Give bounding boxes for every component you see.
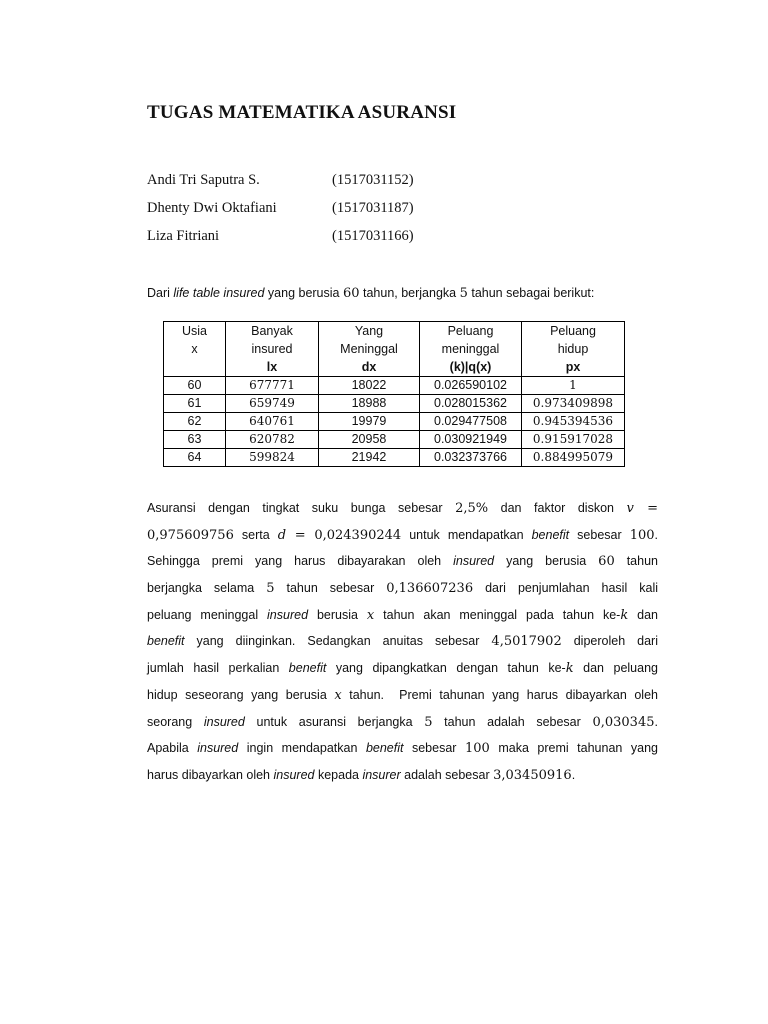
table-row	[164, 395, 625, 413]
author-id: (1517031152)	[332, 172, 414, 188]
table-header-row	[164, 322, 625, 377]
table-row	[164, 413, 625, 431]
cell-lx: 640761	[226, 413, 319, 431]
cell-lx: 620782	[226, 431, 319, 449]
cell-lx: 677771	[226, 377, 319, 395]
header-usia: Usia x	[164, 322, 226, 377]
intro-italic: life table insured	[173, 286, 265, 300]
discount-factor: 0,975609756	[147, 527, 234, 543]
cell-usia: 61	[164, 395, 226, 413]
cell-qx: 0.028015362	[420, 395, 522, 413]
table-row	[164, 377, 625, 395]
interest-rate: 2,5%	[455, 501, 489, 516]
cell-qx: 0.030921949	[420, 431, 522, 449]
table-row	[164, 431, 625, 449]
intro-text: yang berusia	[264, 286, 343, 300]
cell-px: 0.915917028	[522, 431, 625, 449]
table-row	[164, 449, 625, 467]
paragraph-line: berjangka selama 5 tahun sebesar 0,136607236 dari penjumlahan hasil kali	[147, 581, 658, 597]
paragraph-line: hidup seseorang yang berusia x tahun. Premi tahunan yang harus dibayarkan oleh	[147, 687, 658, 703]
paragraph-line: harus dibayarkan oleh insured kepada insurer adalah sebesar 3,03450916.	[147, 767, 576, 783]
cell-dx: 18022	[319, 377, 420, 395]
intro-text: Dari	[147, 286, 174, 300]
intro-text: tahun, berjangka	[359, 286, 460, 300]
intro-sentence	[147, 286, 594, 301]
life-table	[163, 321, 625, 467]
document-title: TUGAS MATEMATIKA ASURANSI	[147, 102, 457, 123]
annual-premium-value: 0,030345	[592, 714, 655, 730]
author-id: (1517031166)	[332, 228, 414, 244]
header-yang-meninggal: Yang Meninggal dx	[319, 322, 420, 377]
header-peluang-meninggal: Peluang meninggal (k)|q(x)	[420, 322, 522, 377]
header-banyak-insured: Banyak insured lx	[226, 322, 319, 377]
cell-usia: 60	[164, 377, 226, 395]
paragraph-line: benefit yang diinginkan. Sedangkan anuitas sebesar 4,5017902 diperoleh dari	[147, 634, 658, 650]
cell-px: 1	[522, 377, 625, 395]
intro-term: 5	[459, 286, 468, 301]
cell-dx: 19979	[319, 413, 420, 431]
cell-usia: 63	[164, 431, 226, 449]
intro-text: tahun sebagai berikut:	[467, 286, 595, 300]
cell-px: 0.973409898	[522, 395, 625, 413]
cell-dx: 21942	[319, 449, 420, 467]
paragraph-line: seorang insured untuk asuransi berjangka 5 tahun adalah sebesar 0,030345.	[147, 714, 658, 730]
paragraph-line: 0,975609756 serta d = 0,024390244 untuk mendapatkan benefit sebesar 100.	[147, 527, 658, 543]
premium-value: 0,136607236	[386, 581, 474, 597]
cell-qx: 0.032373766	[420, 449, 522, 467]
cell-usia: 62	[164, 413, 226, 431]
paragraph-line: jumlah hasil perkalian benefit yang dipangkatkan dengan tahun ke-k dan peluang	[147, 661, 658, 677]
body-paragraph	[147, 495, 658, 789]
cell-px: 0.945394536	[522, 413, 625, 431]
annuity-value: 4,5017902	[491, 634, 562, 650]
cell-usia: 64	[164, 449, 226, 467]
header-peluang-hidup: Peluang hidup px	[522, 322, 625, 377]
author-id: (1517031187)	[332, 200, 414, 216]
author-name: Dhenty Dwi Oktafiani	[147, 200, 277, 216]
intro-age: 60	[342, 286, 360, 301]
cell-dx: 20958	[319, 431, 420, 449]
var-v: v =	[626, 501, 658, 516]
cell-lx: 599824	[226, 449, 319, 467]
total-premium-value: 3,03450916	[493, 767, 572, 783]
cell-dx: 18988	[319, 395, 420, 413]
cell-px: 0.884995079	[522, 449, 625, 467]
cell-lx: 659749	[226, 395, 319, 413]
paragraph-line: Sehingga premi yang harus dibayarakan oleh insured yang berusia 60 tahun	[147, 554, 658, 570]
cell-qx: 0.029477508	[420, 413, 522, 431]
paragraph-line: Asuransi dengan tingkat suku bunga sebesar 2,5% dan faktor diskon v =	[147, 501, 658, 516]
paragraph-line: Apabila insured ingin mendapatkan benefit sebesar 100 maka premi tahunan yang	[147, 741, 658, 757]
author-name: Liza Fitriani	[147, 228, 220, 244]
cell-qx: 0.026590102	[420, 377, 522, 395]
author-name: Andi Tri Saputra S.	[147, 172, 260, 188]
var-d: d	[277, 527, 287, 543]
paragraph-line: peluang meninggal insured berusia x tahun akan meninggal pada tahun ke-k dan	[147, 607, 658, 623]
